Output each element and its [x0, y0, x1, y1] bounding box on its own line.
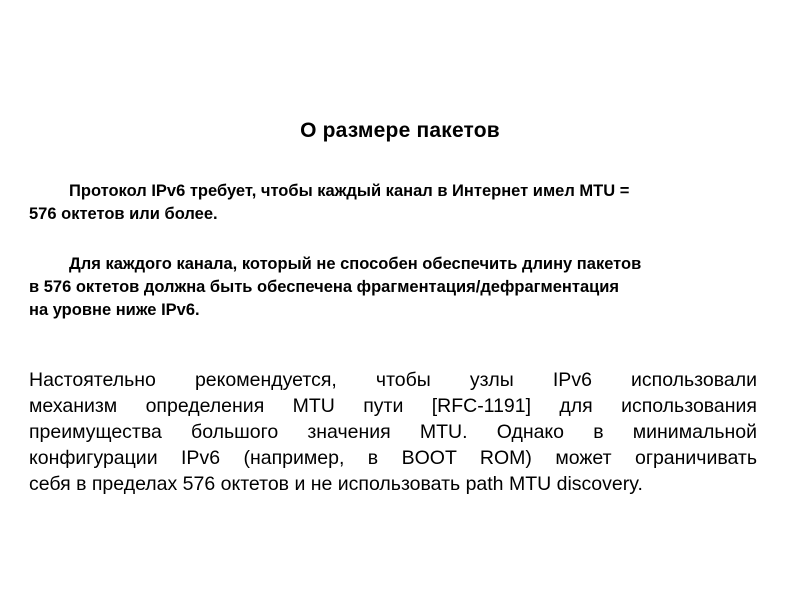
text-line: в 576 октетов должна быть обеспечена фрагментация/дефрагментация: [29, 278, 620, 296]
paragraph-fragmentation: [29, 253, 769, 322]
paragraph-path-mtu-discovery: [29, 367, 757, 497]
paragraph-mtu-requirement: [29, 180, 769, 226]
text-line: себя в пределах 576 октетов и не использовать path MTU discovery.: [29, 473, 643, 495]
text-line: на уровне ниже IPv6.: [29, 301, 200, 319]
text-line: Настоятельно рекомендуется, чтобы узлы IPv6 использовали: [29, 369, 757, 391]
text-line: механизм определения MTU пути [RFC-1191] для использования: [29, 395, 757, 417]
text-line: преимущества большого значения MTU. Однако в минимальной: [29, 421, 757, 443]
text-line: 576 октетов или более.: [29, 205, 218, 223]
text-line: Протокол IPv6 требует, чтобы каждый канал в Интернет имел MTU =: [69, 182, 630, 200]
text-line: Для каждого канала, который не способен обеспечить длину пакетов: [69, 255, 642, 273]
text-line: конфигурации IPv6 (например, в BOOT ROM) может ограничивать: [29, 447, 757, 469]
page-title: О размере пакетов: [300, 119, 500, 142]
